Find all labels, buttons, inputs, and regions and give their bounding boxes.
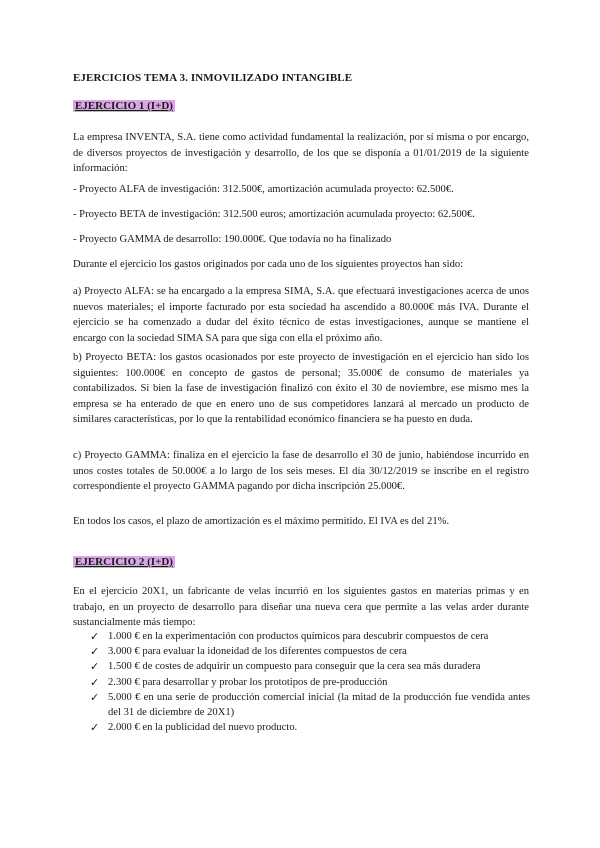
check-icon: ✓ bbox=[90, 630, 100, 643]
check-icon: ✓ bbox=[90, 645, 100, 659]
exercise-1-intro: La empresa INVENTA, S.A. tiene como actividad fundamental la realización, por sí misma o por encargo, de diversos proyectos de investigación y desarrollo, de los que se disponía a 01/01/2019 de la siguiente información: bbox=[73, 132, 529, 174]
list-item-text: 2.000 € en la publicidad del nuevo producto. bbox=[108, 722, 298, 734]
check-icon: ✓ bbox=[90, 660, 100, 674]
exercise-1-heading: EJERCICIO 1 (I+D) bbox=[75, 100, 173, 112]
exercise-1-closing: En todos los casos, el plazo de amortización es el máximo permitido. El IVA es del 21%. bbox=[73, 516, 450, 527]
document-title: EJERCICIOS TEMA 3. INMOVILIZADO INTANGIBLE bbox=[73, 72, 353, 84]
list-item-text: 1.000 € en la experimentación con productos químicos para descubrir compuestos de cera bbox=[108, 631, 489, 642]
list-item bbox=[90, 690, 530, 720]
paragraph-c: c) Proyecto GAMMA: finaliza en el ejercicio la fase de desarrollo el 30 de junio, habiéndose incurrido en unos costes totales de 50.000€ a lo largo de los seis meses. El día 30/12/2019 se inscribe en el registro correspondiente el proyecto GAMMA pagando por dicha inscripción 25.000€. bbox=[73, 450, 529, 492]
list-item bbox=[90, 675, 530, 690]
list-item bbox=[90, 720, 530, 735]
check-icon: ✓ bbox=[90, 675, 100, 689]
list-item-text: 5.000 € en una serie de producción comercial inicial (la mitad de la producción fue vendida antes del 31 de diciembre de 20X1) bbox=[108, 691, 530, 719]
project-beta-item: - Proyecto BETA de investigación: 312.500 euros; amortización acumulada proyecto: 62.500€. bbox=[73, 209, 475, 220]
check-icon: ✓ bbox=[90, 690, 100, 704]
list-item bbox=[90, 659, 530, 674]
list-item-text: 3.000 € para evaluar la idoneidad de los diferentes compuestos de cera bbox=[108, 646, 407, 658]
paragraph-a: a) Proyecto ALFA: se ha encargado a la empresa SIMA, S.A. que efectuará investigaciones acerca de unos nuevos materiales; el importe facturado por esta sociedad ha ascendido a 80.000€ más IVA. Durante el ejercicio se ha comenzado a dudar del éxito técnico de estas investigaciones, aunque se mantiene el encargo con la sociedad SIMA SA para que siga con ella el próximo año. bbox=[73, 286, 529, 344]
project-alfa-item: - Proyecto ALFA de investigación: 312.500€, amortización acumulada proyecto: 62.500€. bbox=[73, 184, 454, 195]
list-item-text: 1.500 € de costes de adquirir un compuesto para conseguir que la cera sea más duradera bbox=[108, 661, 481, 673]
exercise-2-intro: En el ejercicio 20X1, un fabricante de velas incurrió en los siguientes gastos en materias primas y en trabajo, en un proyecto de desarrollo para diseñar una nueva cera que permite a las velas arder durante sustancialmente más tiempo: bbox=[73, 586, 529, 628]
list-item-text: 2.300 € para desarrollar y probar los prototipos de pre-producción bbox=[108, 676, 388, 688]
paragraph-b: b) Proyecto BETA: los gastos ocasionados por este proyecto de investigación en el ejercicio han sido los siguientes: 100.000€ en concepto de gastos de personal; 35.000€ de consumo de materiales ya contabilizados. Si bien la fase de investigación finalizó con éxito el 30 de noviembre, ese mismo mes la empresa se ha enterado de que en enero uno de sus competidores lanzará al mercado un producto de similares características, por lo que la rentabilidad económico financiera se ha puesto en duda. bbox=[73, 352, 529, 425]
check-icon: ✓ bbox=[90, 721, 100, 735]
expenses-intro: Durante el ejercicio los gastos originados por cada uno de los siguientes proyectos han sido: bbox=[73, 259, 464, 270]
list-item bbox=[90, 644, 530, 659]
exercise-2-heading: EJERCICIO 2 (I+D) bbox=[75, 556, 173, 568]
project-gamma-item: - Proyecto GAMMA de desarrollo: 190.000€. Que todavía no ha finalizado bbox=[73, 234, 392, 245]
cost-checklist bbox=[90, 629, 530, 735]
list-item bbox=[90, 629, 530, 644]
